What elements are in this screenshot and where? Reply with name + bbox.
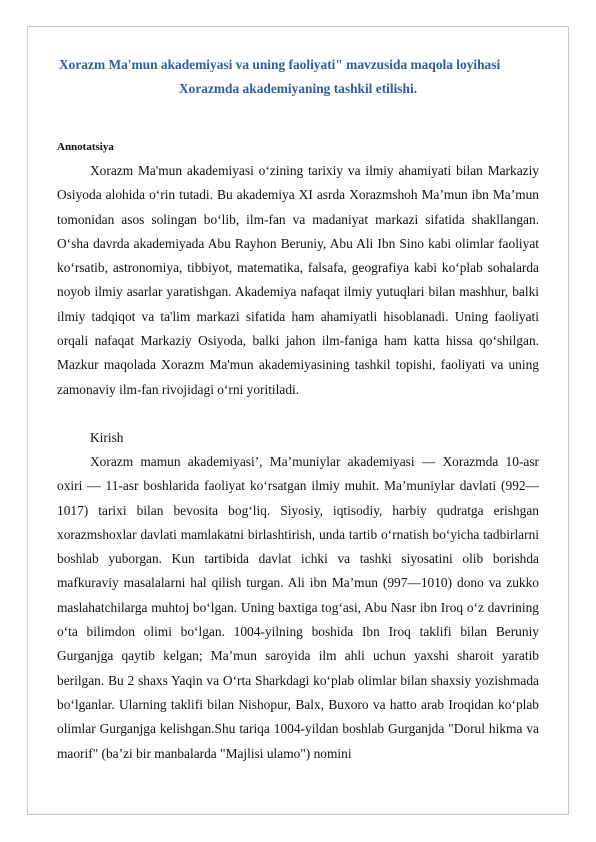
intro-heading: Kirish (90, 429, 124, 445)
annotation-heading: Annotatsiya (57, 141, 114, 153)
intro-paragraph: Xorazm mamun akademiyasi’, Ma’muniylar akademiyasi — Xorazmda 10-asr oxiri — 11-asr boshlarida faoliyat ko‘rsatgan ilmiy muhit. Ma’muniylar davlati (992—1017) tarixi bilan bevosita bog‘liq. Siyosiy, iqtisodiy, harbiy qudratga erishgan xorazmshoxlar davlati mamlakatni birlashtirish, unda tartib o‘rnatish bo‘yicha tadbirlarni boshlab yuborgan. Kun tartibida davlat ichki va tashki siyosatini olib borishda mafkuraviy masalalarni hal qilish turgan. Ali ibn Ma’mun (997—1010) dono va zukko maslahatchilarga muhtoj bo‘lgan. Uning baxtiga tog‘asi, Abu Nasr ibn Iroq o‘z davrining o‘ta bilimdon olimi bo‘lgan. 1004-yilning boshida Ibn Iroq taklifi bilan Beruniy Gurganjga qaytib kelgan; Ma’mun saroyida ilm ahli uchun yaxshi sharoit yaratib berilgan. Bu 2 shaxs Yaqin va O‘rta Sharkdagi ko‘plab olimlar bilan shaxsiy yozishmada bo‘lganlar. Ularning taklifi bilan Nishopur, Balx, Buxoro va hatto arab Iroqidan ko‘plab olimlar Gurganjga kelishgan.Shu tariqa 1004-yildan boshlab Gurganjda "Dorul hikma va maorif" (ba’zi bir manbalarda "Majlisi ulamo") nomini (57, 453, 539, 761)
document-title: Xorazm Ma'mun akademiyasi va uning faoliyati" mavzusida maqola loyihasi (59, 57, 501, 72)
annotation-paragraph: Xorazm Ma'mun akademiyasi o‘zining tarixiy va ilmiy ahamiyati bilan Markaziy Osiyoda alohida o‘rin tutadi. Bu akademiya XI asrda Xorazmshoh Ma’mun ibn Ma’mun tomonidan asos solingan bo‘lib, ilm-fan va madaniyat markazi sifatida shakllangan. O‘sha davrda akademiyada Abu Rayhon Beruniy, Abu Ali Ibn Sino kabi olimlar faoliyat ko‘rsatib, astronomiya, tibbiyot, matematika, falsafa, geografiya kabi ko‘plab sohalarda noyob ilmiy asarlar yaratishgan. Akademiya nafaqat ilmiy yutuqlari bilan mashhur, balki ilmiy tadqiqot va ta'lim markazi sifatida ham ahamiyatli hisoblanadi. Uning faoliyati orqali nafaqat Markaziy Osiyoda, balki jahon ilm-faniga ham katta hissa qo‘shilgan. Mazkur maqolada Xorazm Ma'mun akademiyasining tashkil topishi, faoliyati va uning zamonaviy ilm-fan rivojidagi o‘rni yoritiladi. (57, 163, 539, 397)
document-subtitle: Xorazmda akademiyaning tashkil etilishi. (178, 81, 418, 96)
document-body (57, 56, 539, 766)
